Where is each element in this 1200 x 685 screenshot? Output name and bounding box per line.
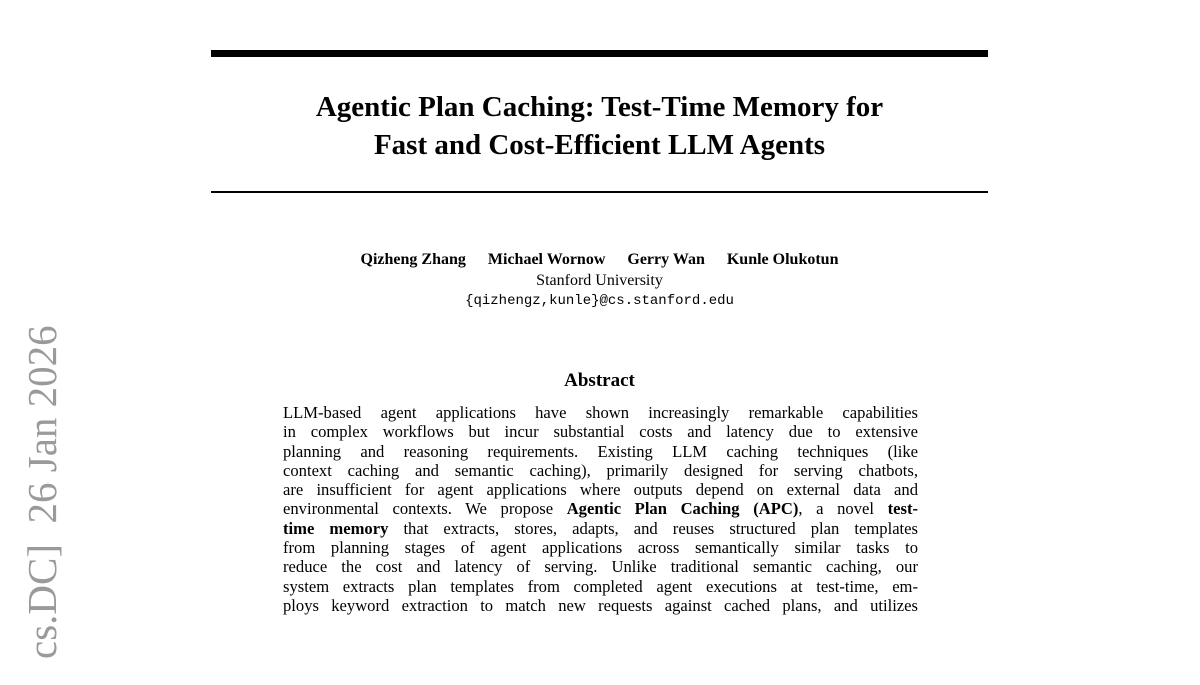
affiliation: Stanford University: [536, 272, 663, 289]
abstract-text: planning and reasoning requirements. Existing LLM caching techniques (like: [283, 441, 918, 461]
abstract-line: [283, 422, 918, 441]
abstract-line: [283, 596, 918, 615]
abstract-text: from planning stages of agent applications across semantically similar tasks to: [283, 538, 918, 558]
author-block: [211, 249, 988, 312]
abstract-text: reduce the cost and latency of serving. Unlike traditional semantic caching, our: [283, 557, 918, 577]
abstract-line: [283, 519, 918, 538]
abstract-line: [283, 577, 918, 596]
abstract-line: [283, 403, 918, 422]
abstract-line: [283, 557, 918, 576]
abstract-text: ploys keyword extraction to match new requests against cached plans, and utilizes: [283, 595, 918, 615]
abstract-line: [283, 499, 918, 518]
abstract-text: , a novel: [798, 499, 888, 519]
author: Gerry Wan: [627, 251, 705, 268]
abstract-line: [283, 538, 918, 557]
title-rule: [211, 191, 988, 193]
author: Kunle Olukotun: [726, 251, 839, 268]
abstract-heading: Abstract: [564, 370, 635, 391]
arxiv-stamp: cs.DC] 26 Jan 2026: [19, 325, 65, 659]
abstract-text: system extracts plan templates from completed agent executions at test-time, em-: [283, 576, 918, 596]
author: Michael Wornow: [487, 251, 606, 268]
abstract-text: environmental contexts. We propose: [283, 499, 567, 519]
title-line-1: Agentic Plan Caching: Test-Time Memory for: [315, 91, 884, 123]
abstract-text: LLM-based agent applications have shown increasingly remarkable capabilities: [283, 403, 918, 422]
abstract-emphasis: Agentic Plan Caching (APC): [566, 499, 799, 519]
abstract-body: [283, 403, 918, 615]
author: Qizheng Zhang: [360, 251, 466, 268]
abstract-text: context caching and semantic caching), primarily designed for serving chatbots,: [283, 460, 918, 480]
author-names: [211, 249, 988, 270]
abstract-emphasis: test-: [887, 499, 918, 519]
abstract-text: are insufficient for agent applications where outputs depend on external data and: [283, 480, 918, 500]
author-email: {qizhengz,kunle}@cs.stanford.edu: [465, 293, 734, 309]
abstract-line: [283, 480, 918, 499]
top-rule: [211, 50, 988, 57]
title-line-2: Fast and Cost-Efficient LLM Agents: [373, 129, 826, 161]
abstract-text: that extracts, stores, adapts, and reuses structured plan templates: [388, 518, 918, 538]
abstract-emphasis: time memory: [283, 518, 389, 538]
paper-title: [211, 88, 988, 164]
abstract-text: in complex workflows but incur substantial costs and latency due to extensive: [283, 422, 918, 442]
abstract-line: [283, 442, 918, 461]
abstract-line: [283, 461, 918, 480]
